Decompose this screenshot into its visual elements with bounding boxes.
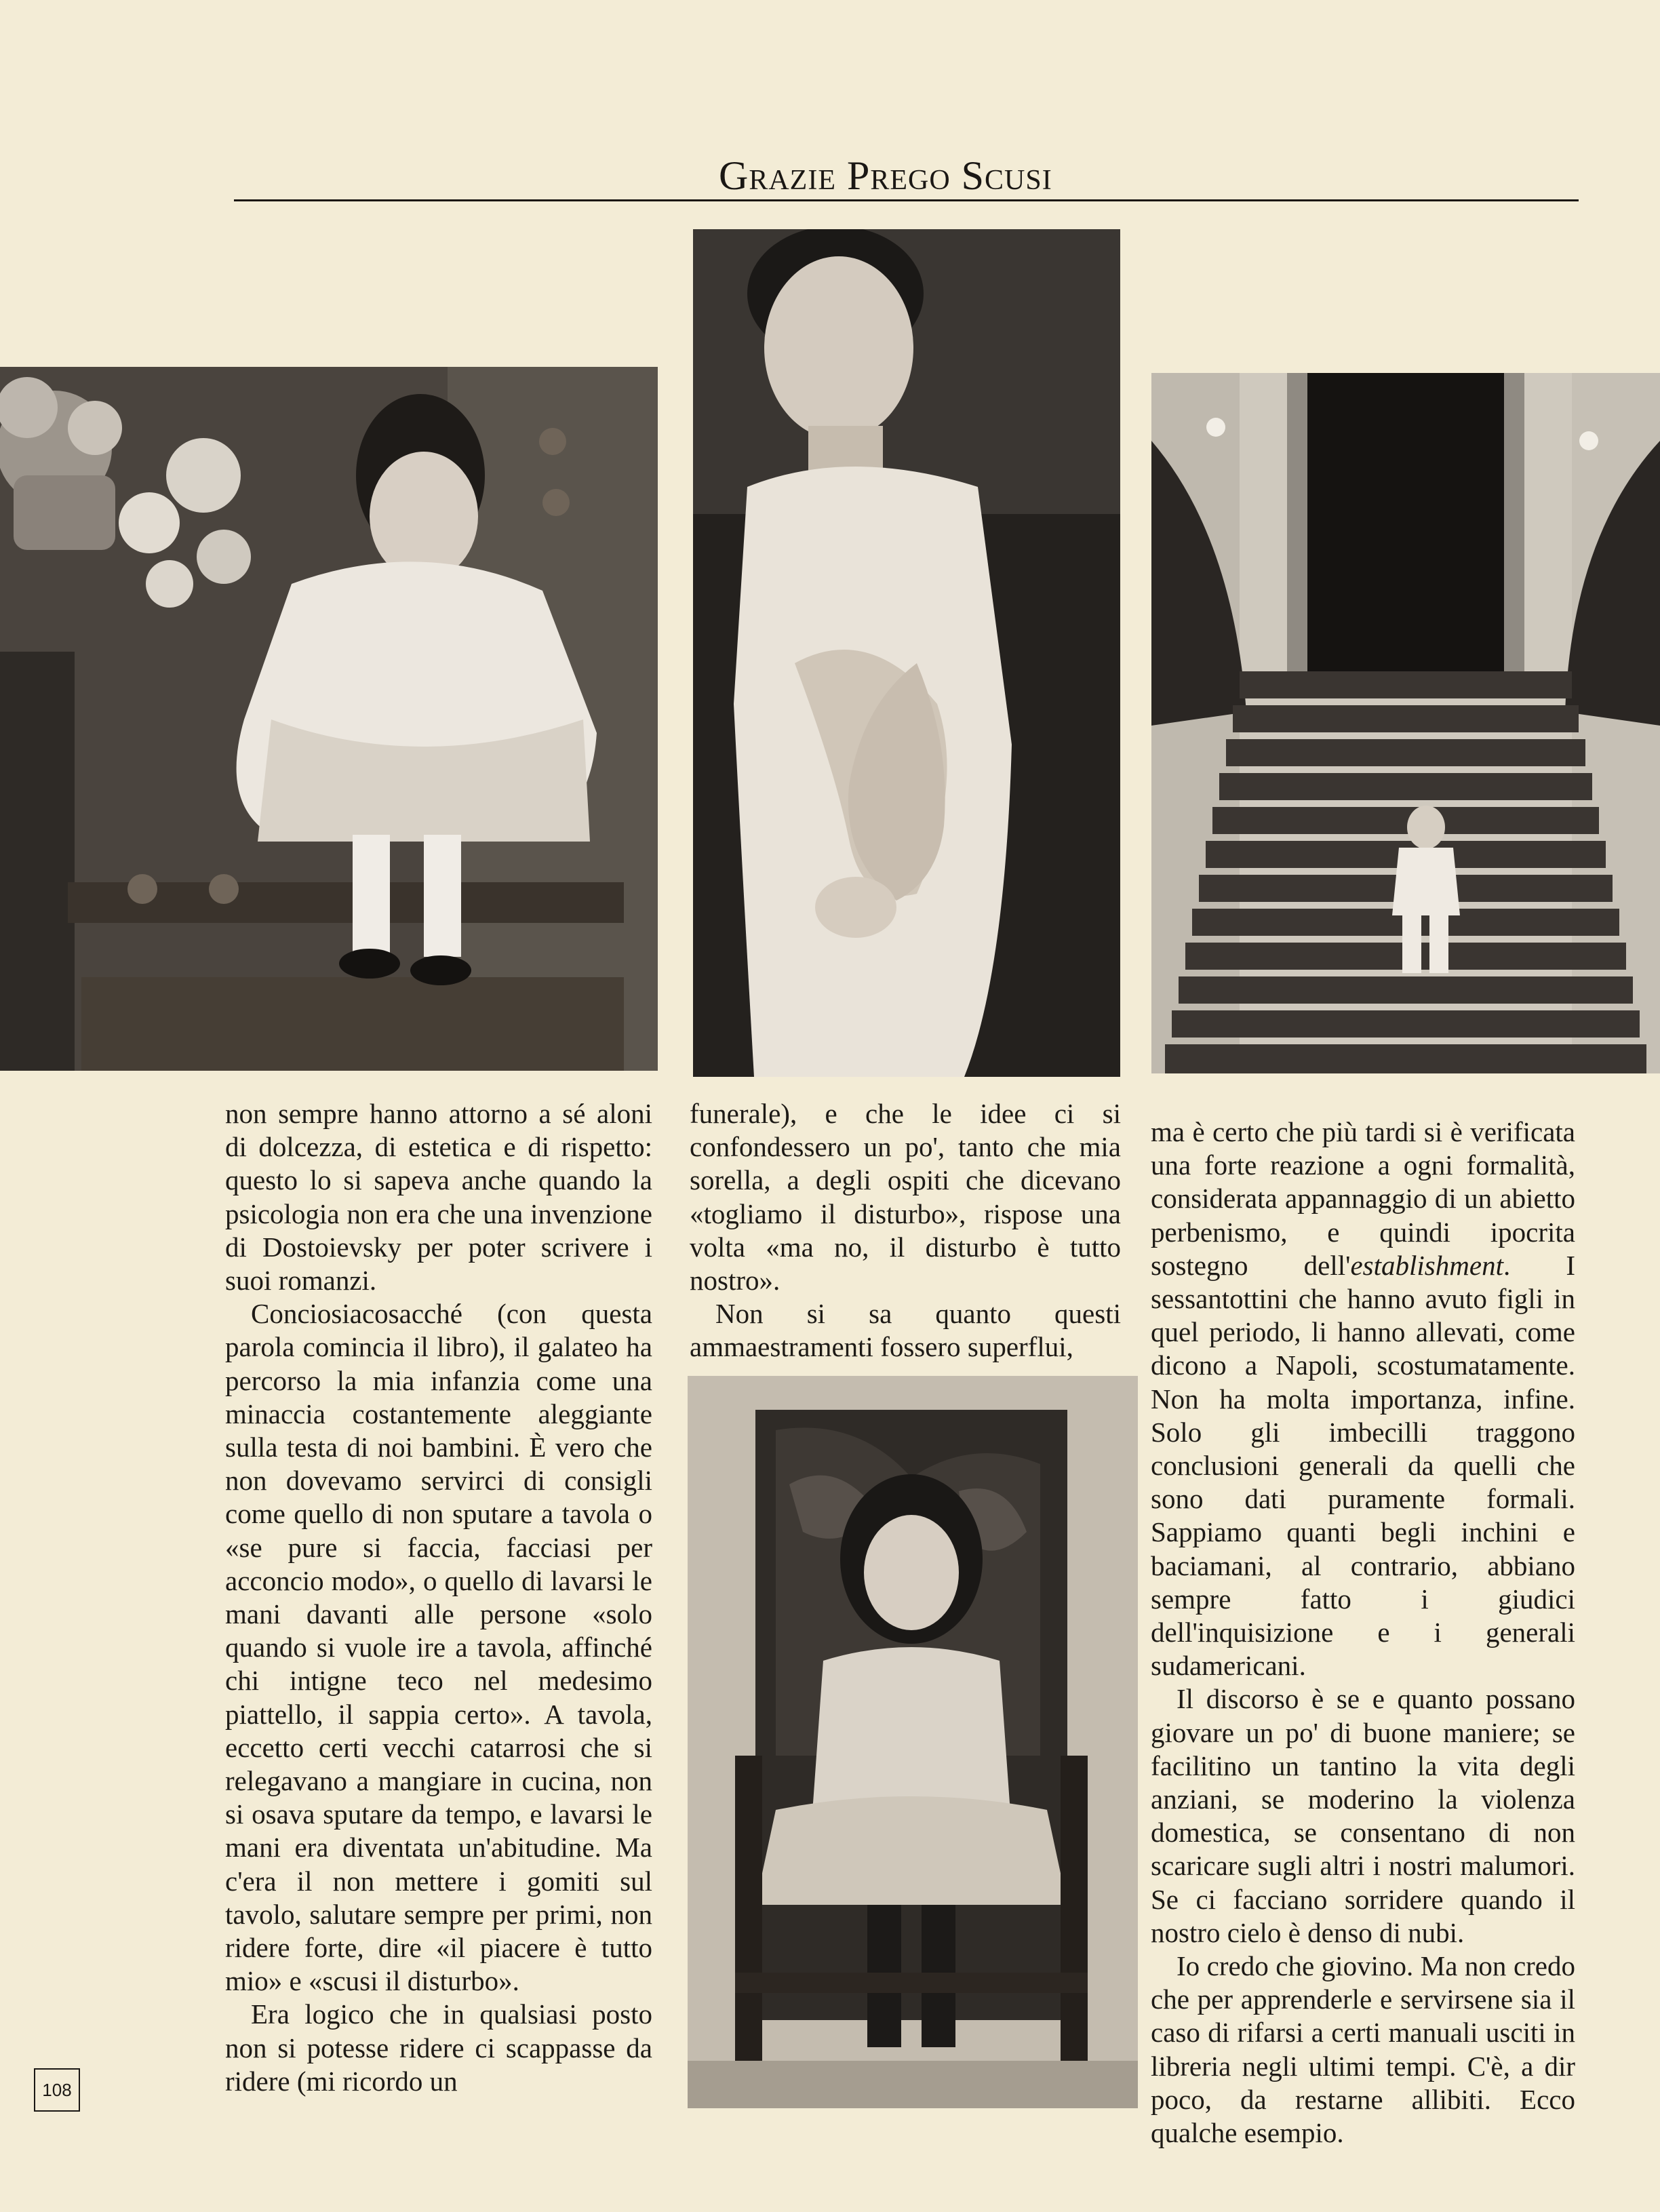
paragraph: Il discorso è se e quanto possano giovare un po' di buone maniere; se facilitino un tantino la vita degli anziani, se moderino la violenza domestica, se consentano di non scaricare sugli altri i nostri malumori. Se ci facciano sorridere quando il nostro cielo è denso di nubi. [1151, 1683, 1575, 1948]
paragraph-text: . I sessantottini che hanno avuto figli in quel periodo, li hanno allevati, come dicono a Napoli, scostumatamente. Non ha molta importanza, infine. Solo gli imbecilli traggono conclusioni generali da quelli che sono dati puramente formali. Sappiamo quanti begli inchini e baciamani, al contrario, abbiano sempre fatto i giudici dell'inquisizione e i generali sudamericani. [1151, 1249, 1575, 1682]
paragraph [1151, 1115, 1575, 1682]
text-column-2 [690, 1097, 1121, 1364]
paragraph-text: ma è certo che più tardi si è verificata una forte reazione a ogni formalità, considerata appannaggio di un abietto perbenismo, e quindi ipocrita sostegno dell' [1151, 1116, 1575, 1281]
paragraph: Era logico che in qualsiasi posto non si potesse ridere ci scappasse da ridere (mi ricordo un [225, 1998, 652, 2097]
paragraph: Non si sa quanto questi ammaestramenti fossero superflui, [690, 1298, 1121, 1363]
photo-toddler-with-flowers [0, 367, 658, 1071]
paragraph: non sempre hanno attorno a sé aloni di dolcezza, di estetica e di rispetto: questo lo si sapeva anche quando la psicologia non era che una invenzione di Dostoievsky per poter scrivere i suoi romanzi. [225, 1098, 652, 1297]
photo-child-crossed-arms [693, 229, 1120, 1077]
paragraph: Io credo che giovino. Ma non credo che per apprenderle e servirsene sia il caso di rifarsi a certi manuali usciti in libreria negli ultimi tempi. C'è, a dir poco, da restarne allibiti. Ecco qualche esempio. [1151, 1950, 1575, 2149]
page-number: 108 [34, 2068, 80, 2112]
paragraph: Conciosiacosacché (con questa parola comincia il libro), il galateo ha percorso la mia infanzia come una minaccia costantemente aleggiante sulla testa di noi bambini. È vero che non dovevamo servirci di consigli come quello di non sputare a tavola o «se pure si faccia, facciasi per acconcio modo», o quello di lavarsi le mani davanti alle persone «solo quando si vuole ire a tavola, affinché chi intigne teco nel medesimo piattello, il sappia certo». A tavola, eccetto certi vecchi catarrosi che si relegavano a mangiare in cucina, non si osava sputare da tempo, e lavarsi le mani era diventata un'abitudine. Ma c'era il non mettere i gomiti sul tavolo, salutare sempre per primi, non ridere forte, dire «il piacere è tutto mio» e «scusi il disturbo». [225, 1298, 652, 1997]
header-rule [234, 199, 1579, 201]
paragraph: funerale), e che le idee ci si confondessero un po', tanto che mia sorella, a degli ospiti che dicevano «togliamo il disturbo», rispose una volta «ma no, il disturbo è tutto nostro». [690, 1098, 1121, 1297]
page-header-title: Grazie Prego Scusi [719, 153, 1052, 198]
text-column-3 [1151, 1115, 1575, 2150]
text-column-1 [225, 1097, 652, 2098]
photo-girl-in-carved-chair [688, 1376, 1138, 2108]
photo-boy-on-staircase [1151, 373, 1660, 1073]
italic-term: establishment [1350, 1249, 1503, 1281]
